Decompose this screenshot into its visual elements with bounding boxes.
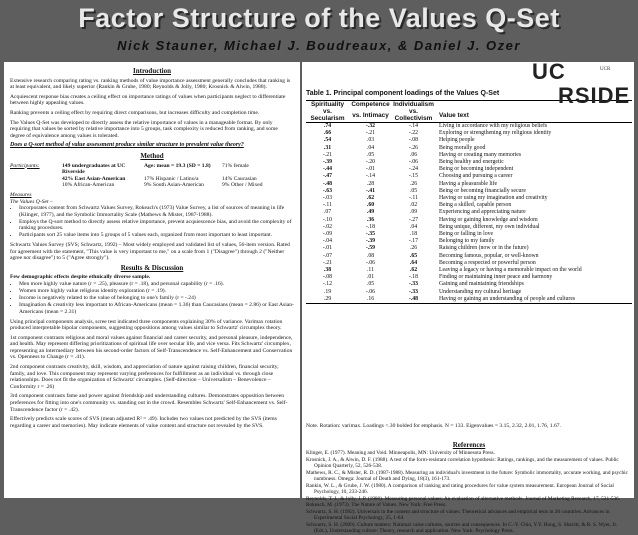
list-item: • Participants sort 25 value items into 5 groups of 5 values each, organized from most important to least important. [19,232,294,239]
value-text-cell: Having or gaining knowledge and wisdom [439,216,538,223]
value-text-cell: Living in accordance with my religious beliefs [439,123,548,129]
loading-cell: -.06 [365,259,376,266]
value-text-cell: Being or becoming financially secure [439,187,526,194]
loadings-table [306,100,632,304]
value-text-cell: Belonging to my family [439,238,495,245]
list-item: • Women more highly value religious identity exploration (r = .19). [19,288,294,295]
table-row [306,152,632,159]
table-row [306,296,632,304]
measures-label: Measures [10,191,32,198]
loading-cell: .05 [366,281,375,288]
loading-cell: -.01 [365,166,376,173]
references-heading: References [452,441,486,449]
column-header: Value text [435,108,632,123]
value-text-cell: Gaining and maintaining friendships [439,281,524,288]
poster-authors: Nick Stauner, Michael J. Boudreaux, & Daniel J. Ozer [117,38,521,53]
intro-paragraph-3: Ranking prevents a ceiling effect by requiring direct comparisons, but increases difficulty and completion time. [10,109,260,116]
loading-cell: .31 [323,144,332,151]
loading-cell: .16 [349,296,392,304]
reference-item: Schwartz, S. H. (2009). Culture matters: National value cultures, sources and consequences. In C.-Y. Chiu, Y.Y. Hong, S. Shavitt, & R. S. Wyer, Jr. (Eds.), Understanding culture: Theory, research and application. New York: Psychology Press. [306,521,618,535]
reference-item: Mathews, R. C., & Mister, R. D. (1987-1988). Measuring an individual's investment in the future: Symbolic immortality, accurate working, and psychic numbness. Omega: Journal of Death and Dying, 18(3), 161-173. [306,469,628,483]
value-text-cell: Having a pleasurable life [439,180,498,187]
loading-cell: .54 [323,137,332,144]
loading-cell: -.14 [408,123,419,129]
table-row [306,202,632,209]
value-text-cell: Being a skilled, capable person [439,202,512,209]
table-row [306,123,632,131]
participants-cell: Age: mean = 19.3 (SD = 1.8) [144,162,211,169]
value-text-cell: Understanding my cultural heritage [439,288,522,295]
table-row [306,166,632,173]
loading-cell: .66 [323,130,332,137]
loading-cell: -.47 [322,173,333,180]
loading-cell: .29 [306,296,349,304]
loading-cell: .60 [366,202,375,209]
list-item: • Income is negatively related to the value of belonging to one's family (r = -.24) [19,295,294,302]
participants-row [62,163,294,176]
column-header: vs. Collectivism [392,108,435,123]
loading-cell: .74 [323,123,332,129]
participants-cell: 17% Hispanic / Latino/a [144,175,199,182]
loading-cell: -.21 [365,130,376,137]
loading-cell: .28 [366,180,375,187]
participants-cell: 42% East Asian-American [62,175,126,182]
reference-item: Rankin, W. L., & Grube, J. W. (1980). A comparison of ranking and rating procedures for value system measurement. European Journal of Social Psychology, 10, 233-246. [306,482,614,495]
table-row [306,260,632,267]
loading-cell: -.39 [322,159,333,166]
participants-cell: 71% female [222,162,249,169]
loading-cell: -.48 [392,296,435,304]
list-item: • Imagination & creativity less important to African-Americans (mean = 1.36) than Caucasians (mean = 2.86) or East Asian-Americans (mean = 2.31) [19,302,294,315]
table-row [306,181,632,188]
table-row [306,289,632,296]
loading-cell: .09 [409,209,418,216]
participants-row [62,182,294,189]
value-text-cell: Becoming a respected or powerful person [439,259,536,266]
table-row [306,173,632,180]
loading-cell: -.33 [408,288,419,295]
loading-cell: -.18 [408,274,419,281]
reference-item: Schwartz, S. H. (1992). Universals in the content and structure of values: Theoretical advances and empirical tests in 20 countries. Advances in Experimental Social Psychology, 25, 1-64. [306,509,610,522]
participants-grid [62,163,294,189]
results-paragraph-3: 2nd component contrasts creativity, skill, wisdom, and appreciation of nature against raising children, financial security, family, and love. This component may represent varying preferences for fulfillment as an individual vs. through close relationships. Does not fit the organization of Schwartz' circumplex. (Self-direction – Universalism – Benevolence – Conformity r = .26) [10,364,279,390]
loading-cell: -.41 [365,187,376,194]
reference-item: Rokeach, M. (1973). The Nature of Values. New York: Free Press. [306,502,447,509]
value-text-cell: Having or gaining an understanding of people and cultures [435,296,632,304]
value-text-cell: Helping people [439,137,475,144]
loading-cell: -.10 [322,216,333,223]
results-paragraph-1: Using principal components analysis, scree test indicated three components explaining 30% of variance. Varimax rotation produced interpretable bipolar components, suggesting oppositions among values similar to Schwartz' circumplex theory. [10,318,283,332]
loading-cell: .07 [323,209,332,216]
loading-cell: .19 [323,288,332,295]
value-text-cell: Leaving a legacy or having a memorable impact on the world [439,267,582,274]
table-title: Table 1. Principal component loadings of the Values Q-Set [306,90,500,97]
table-note: Note. Rotation: varimax. Loadings <.30 bolded for emphasis. N = 133. Eigenvalues = 3.15, 2.32, 2.01, 1.76, 1.67. [306,423,561,429]
loading-cell: -.07 [322,252,333,259]
loading-cell: -.17 [408,238,419,245]
loading-cell: -.06 [408,159,419,166]
loading-cell: -.44 [322,166,333,173]
results-paragraph-2: 1st component contrasts religious and moral values against financial and career security, and personal pleasure, independence, and health. May represent differing prioritizations of spiritual life over secular life, and vice versa. Fits Schwartz' circumplex, representing an intermediary between his second-order factors of Self-Transcendence vs. Self-Enhancement and Conservation vs. Openness to Change (r = .41). [10,334,293,361]
loading-cell: .18 [409,231,418,238]
participants-cell: 9% Other / Mixed [222,182,263,189]
results-intro: Few demographic effects despite ethnically diverse sample. [10,274,151,281]
loading-cell: -.18 [365,223,376,230]
logo-tag: UCR [600,67,611,72]
loading-cell: -.01 [322,245,333,252]
value-text-cell: Choosing and pursuing a career [439,173,513,180]
loading-cell: -.20 [365,159,376,166]
references-block [306,442,632,535]
reference-item: Klinger, E. (1977). Meaning and Void. Minneapolis, MN: University of Minnesota Press. [306,450,495,457]
logo-line-2: RSIDE [558,83,631,108]
loading-cell: -.27 [408,216,419,223]
table-row [306,253,632,260]
loading-cell: .38 [323,267,332,274]
loading-cell: .62 [409,267,418,274]
value-text-cell: Having or using my imagination and creativity [439,195,548,202]
participants-label: Participants: [10,162,40,169]
left-panel [4,62,300,498]
reference-item: Krosnick, J. A., & Alwin, D. F. (1988). A test of the form-resistant correlation hypothesis: Ratings, rankings, and the measurement of values. Public Opinion Quarterly, 52, 526-538. [306,456,619,470]
loading-cell: .11 [366,267,375,274]
table-body [306,123,632,304]
loading-cell: -.15 [408,173,419,180]
loading-cell: -.48 [322,180,333,187]
research-question: Does a Q-sort method of value assessment produce similar structure to prevalent value theory? [10,142,244,149]
poster-title: Factor Structure of the Values Q-Set [78,3,560,33]
loading-cell: .36 [366,216,375,223]
method-heading: Method [140,151,164,160]
table-row [306,137,632,144]
list-item: • Employs the Q-sort method to directly assess relative importance, prevent acquiescence bias, and avoid the complexity of ranking procedures. [19,219,294,232]
intro-paragraph-1: Extensive research comparing rating vs. ranking methods of value importance assessment generally concludes that ranking is at least equivalent, and likely superior (Rankin & Grube, 1980; Reynolds & Jolly, 1980; Krosnick & Alwin, 1988). [10,77,291,91]
results-heading: Results & Discussion [120,263,184,272]
table-row [306,209,632,216]
loading-cell: -.22 [408,130,419,137]
loading-cell: .05 [366,151,375,158]
loading-cell: -.02 [322,223,333,230]
loading-cell: .04 [366,144,375,151]
svs-description: Schwartz Values Survey (SVS; Schwartz, 1992) – Most widely employed and validated list of values, 56-item version. Rated for agreement with the statement, "This value is very important to me," on a scale from 1 ("Disagree") through 2 ("Neither agree nor disagree") to 5 ("Agree strongly"). [10,242,290,262]
loading-cell: .64 [409,259,418,266]
value-text-cell: Being or falling in love [439,231,494,238]
participants-cell: 10% African-American [62,182,115,189]
intro-paragraph-2: Acquiescent response bias creates a ceiling effect on importance ratings of values when participants neglect to differentiate between highly appealing values. [10,93,286,107]
table-row [306,159,632,166]
loading-cell: .49 [366,209,375,216]
loading-cell: -.26 [408,144,419,151]
loading-cell: .26 [409,245,418,252]
value-text-cell: Finding or maintaining inner peace and harmony [439,274,553,281]
participants-block [10,163,294,189]
introduction-heading: Introduction [133,67,171,75]
loading-cell: -.12 [322,281,333,288]
value-text-cell: Being unique, different, my own individual [439,223,540,230]
value-text-cell: Becoming famous, popular, or well-known [439,252,539,259]
table-row [306,245,632,252]
ucr-logo [524,55,634,117]
loading-cell: -.59 [365,245,376,252]
column-header: vs. Secularism [306,108,349,123]
loading-cell: -.03 [322,195,333,202]
loading-cell: -.11 [409,195,418,202]
value-text-cell: Exploring or strengthening my religious identity [439,130,552,137]
value-text-cell: Experiencing and appreciating nature [439,209,526,216]
loading-cell: -.08 [322,274,333,281]
loading-cell: -.21 [322,259,333,266]
loading-cell: .26 [409,180,418,187]
logo-line-1: UC [532,59,566,84]
loading-cell: -.04 [322,238,333,245]
table-row [306,281,632,288]
loading-cell: .65 [409,252,418,259]
value-text-cell: Having or creating many memories [439,151,522,158]
column-header: Individualism [393,101,434,108]
vqs-label: The Values Q-Set – [10,198,53,205]
loading-cell: .01 [366,274,375,281]
value-text-cell: Being or becoming independent [439,166,514,173]
loading-cell: -.35 [365,231,376,238]
participants-cell: 9% South Asian-American [144,182,204,189]
loading-cell: .06 [409,151,418,158]
vqs-list [10,205,294,239]
value-text-cell: Being healthy and energetic [439,159,504,166]
loading-cell: -.21 [322,151,333,158]
poster-header [0,0,638,62]
table-row [306,224,632,231]
participants-cell: 14% Caucasian [222,175,257,182]
loading-cell: -.14 [365,173,376,180]
results-list [10,281,294,315]
loading-cell: -.09 [322,231,333,238]
loading-cell: .62 [366,195,375,202]
loading-cell: -.11 [323,202,332,209]
column-header: vs. Intimacy [349,108,392,123]
loading-cell: .03 [366,137,375,144]
participants-cell: 149 undergraduates at UC Riverside [62,162,126,176]
table-row [306,130,632,137]
loading-cell: .02 [409,202,418,209]
table-row [306,145,632,152]
results-paragraph-4: 3rd component contrasts fame and power against friendship and understanding cultures. Demonstrates opposition between preferences for fitting into one's community vs. standing out in the crowd. Resembles Schwartz' Self-Enhancement vs. Self-Transcendence factor (r = .42). [10,393,288,413]
table-row [306,195,632,202]
loading-cell: -.63 [322,187,333,194]
table-row [306,217,632,224]
value-text-cell: Raising children (now or in the future) [439,245,529,252]
list-item: • Incorporates content from Schwartz Values Survey, Rokeach's (1973) Value Survey, a list of sources of meaning in life (Klinger, 1977), and the Symbolic Immortality Scale (Mathews & Mister, 1987-1988). [19,205,294,218]
results-paragraph-5: Effectively predicts scale scores of SVS (mean adjusted R² = .49). Includes two values not predicted by the SVS (items regarding a career and memories). May indicate elements of value content and structure not revealed by the SVS. [10,416,277,429]
loading-cell: -.33 [408,281,419,288]
column-header: Competence [349,101,392,109]
loading-cell: -.24 [408,166,419,173]
loading-cell: -.08 [408,137,419,144]
column-header: Spirituality [306,101,349,109]
value-text-cell: Being morally good [439,144,486,151]
reference-item: Reynolds, T. J., & Jolly, J. P. (1980). Measuring personal values: An evaluation of alternative methods. Journal of Marketing Research, 17, 531-536. [306,495,621,502]
loading-cell: -.32 [365,123,376,129]
loading-cell: .08 [366,252,375,259]
list-item: • Men more highly value nature (r = .25), pleasure (r = .18), and personal capability (r = .16). [19,281,294,288]
loading-cell: .05 [409,187,418,194]
table-row [306,188,632,195]
intro-paragraph-4: The Values Q-Set was developed to directly assess the relative importance of values in a manageable format. By only requiring that values be sorted by relative importance into 5 groups, task complexity is reduced from ranking, and some degree of equivalence among values is tolerated. [10,119,278,139]
loading-cell: -.06 [365,288,376,295]
loading-cell: -.39 [365,238,376,245]
right-panel [302,62,634,535]
table-row [306,267,632,274]
loading-cell: .04 [409,223,418,230]
